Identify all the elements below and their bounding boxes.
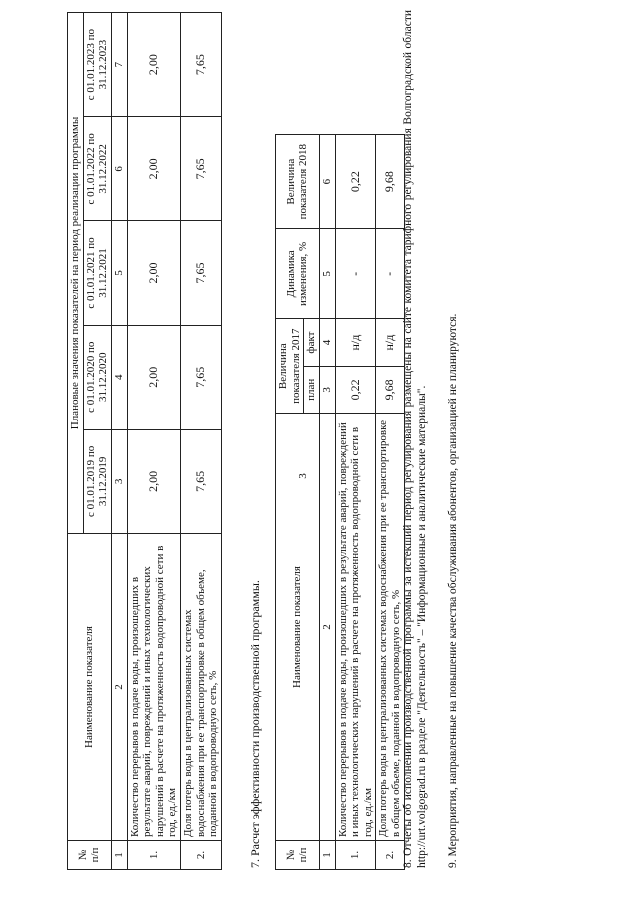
t1-row1-v3: 2,00	[127, 221, 181, 325]
t1-colnum: 5	[111, 221, 127, 325]
t2-header-name: Наименование показателя	[276, 414, 320, 841]
t2-row1-name: Количество перерывов в подаче воды, произошедших в результате аварий, повреждений и иных технологических нарушений в расчете на протяженность водопроводной сети в год, ед./км	[335, 414, 376, 841]
t2-colnum: 3	[319, 366, 335, 413]
t2-row2-plan: 9,68	[376, 366, 404, 413]
t2-header-2018: Величина показателя 2018	[276, 135, 320, 229]
t1-colnum: 2	[111, 534, 127, 841]
t2-row1-dyn: -	[335, 229, 376, 319]
t1-row1-name: Количество перерывов в подаче воды, произошедших в результате аварий, повреждений и иных технологических нарушений в расчете на протяженность водопроводной сети в год, ед./км	[127, 534, 181, 841]
t2-header-fact: факт	[304, 319, 320, 366]
t1-period-2: с 01.01.2020 по 31.12.2020	[83, 325, 111, 429]
page-number: 3	[297, 473, 309, 479]
t2-row2-dyn: -	[376, 229, 404, 319]
t1-header-no: № п/п	[68, 841, 112, 870]
t1-row1-v1: 2,00	[127, 429, 181, 533]
t1-colnum: 7	[111, 13, 127, 117]
t2-row1-2018: 0,22	[335, 135, 376, 229]
t1-row2-name: Доля потерь воды в централизованных системах водоснабжения при ее транспортировке в общем объеме, поданной в водопроводную сеть, %	[181, 534, 222, 841]
t2-colnum: 4	[319, 319, 335, 366]
t1-row1-v2: 2,00	[127, 325, 181, 429]
t1-row2-no: 2.	[181, 841, 222, 870]
planned-indicators-table	[67, 12, 222, 870]
t2-row1-no: 1.	[335, 841, 376, 870]
table-row	[127, 13, 181, 870]
t1-row2-v2: 7,65	[181, 325, 222, 429]
t2-row2-fact: н/д	[376, 319, 404, 366]
efficiency-table	[275, 134, 405, 870]
t2-colnum: 5	[319, 229, 335, 319]
t2-row1-plan: 0,22	[335, 366, 376, 413]
t2-row2-name: Доля потерь воды в централизованных системах водоснабжения при ее транспортировке в общем объеме, поданной в водопроводную сеть, %	[376, 414, 404, 841]
t1-period-1: с 01.01.2019 по 31.12.2019	[83, 429, 111, 533]
t2-row2-2018: 9,68	[376, 135, 404, 229]
rotated-page-content	[55, 10, 459, 870]
t1-header-group: Плановые значения показателей на период реализации программы	[68, 13, 84, 534]
t2-row2-no: 2.	[376, 841, 404, 870]
t1-row1-v5: 2,00	[127, 13, 181, 117]
t2-header-no: № п/п	[276, 841, 320, 870]
t2-header-dynamics: Динамика изменения, %	[276, 229, 320, 319]
t1-row2-v4: 7,65	[181, 117, 222, 221]
t2-header-2017: Величина показателя 2017	[276, 319, 304, 414]
t1-row2-v5: 7,65	[181, 13, 222, 117]
t1-row2-v1: 7,65	[181, 429, 222, 533]
t1-period-5: с 01.01.2023 по 31.12.2023	[83, 13, 111, 117]
t1-colnum: 4	[111, 325, 127, 429]
t2-colnum: 2	[319, 414, 335, 841]
t2-row1-fact: н/д	[335, 319, 376, 366]
t1-row1-v4: 2,00	[127, 117, 181, 221]
t2-colnum: 6	[319, 135, 335, 229]
t1-row1-no: 1.	[127, 841, 181, 870]
table-row	[335, 135, 376, 870]
t1-colnum: 3	[111, 429, 127, 533]
t1-period-3: с 01.01.2021 по 31.12.2021	[83, 221, 111, 325]
paragraph-8: 8. Отчеты об исполнении производственной программы за истекший период регулирования размещены на сайте комитета тарифного регулирования Волгоградской области http://urt.volgograd.ru в разделе "Деятельность" – "Информационные и аналитические материалы".	[402, 10, 429, 868]
t1-period-4: с 01.01.2022 по 31.12.2022	[83, 117, 111, 221]
t1-row2-v3: 7,65	[181, 221, 222, 325]
t2-header-plan: план	[304, 366, 320, 413]
t1-header-name: Наименование показателя	[68, 534, 112, 841]
t2-colnum: 1	[319, 841, 335, 870]
section-7-title: 7. Расчет эффективности производственной программы.	[248, 580, 262, 868]
paragraph-9: 9. Мероприятия, направленные на повышение качества обслуживания абонентов, организацией не планируются.	[447, 313, 459, 868]
table-row	[181, 13, 222, 870]
t1-colnum: 1	[111, 841, 127, 870]
t1-colnum: 6	[111, 117, 127, 221]
